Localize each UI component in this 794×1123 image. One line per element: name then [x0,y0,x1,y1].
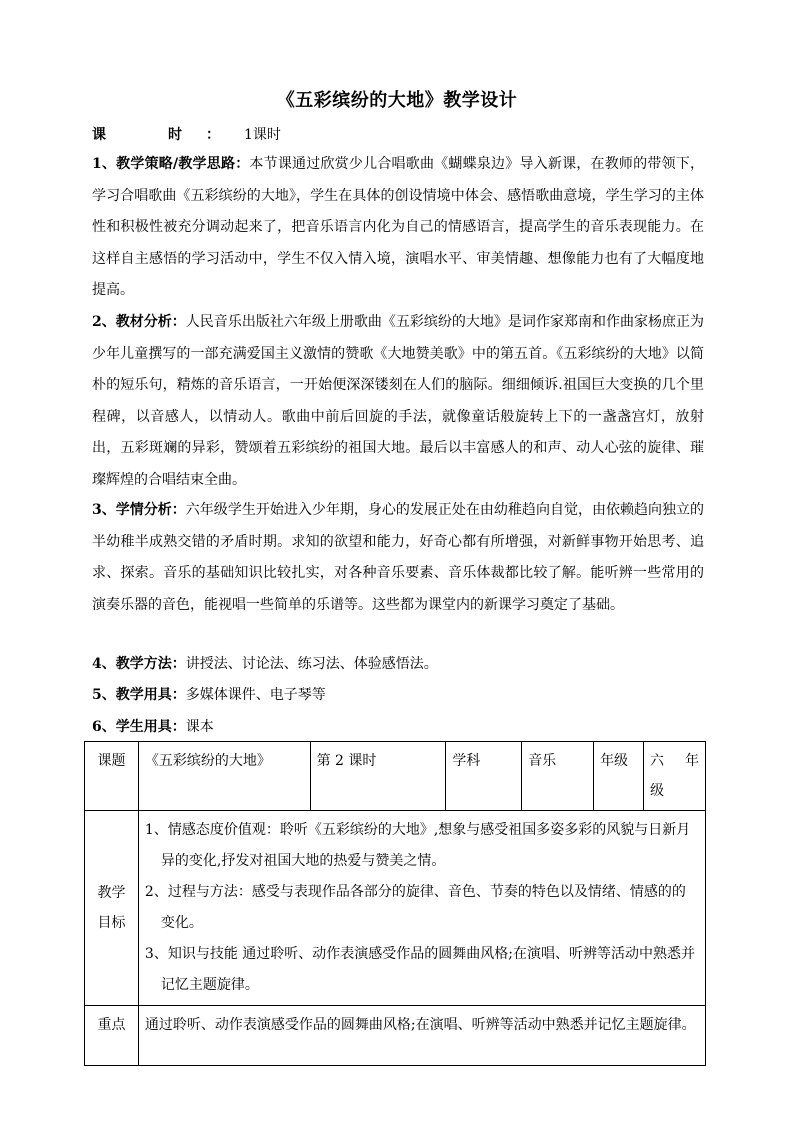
key-point-value: 通过聆听、动作表演感受作品的圆舞曲风格;在演唱、听辨等活动中熟悉并记忆主题旋律。 [138,1006,705,1066]
key-point-label: 重点 [85,1006,139,1066]
section-heading: 3、学情分析： [92,502,186,518]
grade-value [644,742,706,811]
goals-label [85,811,139,1006]
section-body: 六年级学生开始进入少年期，身心的发展正处在由幼稚趋向自觉，由依赖趋向独立的半幼稚半成熟交错的矛盾时期。求知的欲望和能力，好奇心都有所增强，对新鲜事物开始思考、追求、探索。音乐的基础知识比较扎实，对各种音乐要素、音乐体裁都比较了解。能听辨一些常用的演奏乐器的音色，能视唱一些简单的乐谱等。这些都为课堂内的新课学习奠定了基础。 [92,502,705,613]
goals-list [145,815,699,1001]
goals-label-line: 教学 [97,885,126,901]
table-row-goals [85,811,706,1006]
goal-item: 3、知识与技能 通过聆听、动作表演感受作品的圆舞曲风格;在演唱、听辨等活动中熟悉并记忆主题旋律。 [144,946,695,993]
table-row-key-point [85,1006,706,1066]
section-student-analysis [92,495,704,621]
section-body: 课本 [185,719,214,735]
section-student-tools [92,712,704,744]
topic-value: 《五彩缤纷的大地》 [138,742,310,811]
section-teaching-methods [92,649,704,681]
section-heading: 1、教学策略/教学思路： [92,156,250,172]
document-title: 《五彩缤纷的大地》教学设计 [276,90,518,111]
section-teaching-strategy [92,149,704,307]
subject-label: 学科 [446,742,522,811]
subject-value: 音乐 [522,742,594,811]
section-body: 本节课通过欣赏少儿合唱歌曲《蝴蝶泉边》导入新课，在教师的带领下，学习合唱歌曲《五彩缤纷的大地》，学生在具体的创设情境中体会、感悟歌曲意境，学生学习的主体性和积极性被充分调动起来了，把音乐语言内化为自己的情感语言，提高学生的音乐表现能力。在这样自主感悟的学习活动中，学生不仅入情入境，演唱水平、审美情趣、想像能力也有了大幅度地提高。 [92,156,704,298]
section-teaching-tools [92,680,704,712]
table-row-topic [85,742,706,811]
class-period-value: 1课时 [244,127,281,143]
goals-content [138,811,705,1006]
class-period-line [92,124,281,144]
section-heading: 4、教学方法： [92,656,186,672]
goals-label-line: 目标 [97,915,126,931]
section-body: 人民音乐出版社六年级上册歌曲《五彩缤纷的大地》是词作家郑南和作曲家杨庶正为少年儿童撰写的一部充满爱国主义激情的赞歌《大地赞美歌》中的第五首。《五彩缤纷的大地》以简朴的短乐句，精炼的音乐语言，一开始便深深镂刻在人们的脑际。细细倾诉.祖国巨大变换的几个里程碑，以音感人，以情动人。歌曲中前后回旋的手法，就像童话般旋转上下的一盏盏宫灯，放射出，五彩斑斓的异彩，赞颂着五彩缤纷的祖国大地。最后以丰富感人的和声、动人心弦的旋律、璀璨辉煌的合唱结束全曲。 [92,314,705,488]
grade-value-part: 级 [650,783,664,799]
goal-item: 2、过程与方法：感受与表现作品各部分的旋律、音色、节奏的特色以及情绪、情感的的变化。 [144,884,686,931]
grade-value-part: 六 [650,753,664,769]
topic-label: 课题 [85,742,139,811]
grade-value-part: 年 [685,753,699,769]
section-heading: 5、教学用具： [92,687,186,703]
section-material-analysis [92,307,704,496]
goal-item: 1、情感态度价值观：聆听《五彩缤纷的大地》,想象与感受祖国多姿多彩的风貌与日新月异的变化,抒发对祖国大地的热爱与赞美之情。 [144,822,691,869]
section-body: 多媒体课件、电子琴等 [185,687,326,703]
section-body: 讲授法、讨论法、练习法、体验感悟法。 [185,656,438,672]
grade-label: 年级 [594,742,644,811]
section-heading: 6、学生用具： [92,719,186,735]
lesson-number: 第 2 课时 [310,742,446,811]
class-period-label: 课 时： [92,127,244,143]
section-heading: 2、教材分析： [92,314,186,330]
lesson-info-table [84,741,706,1066]
